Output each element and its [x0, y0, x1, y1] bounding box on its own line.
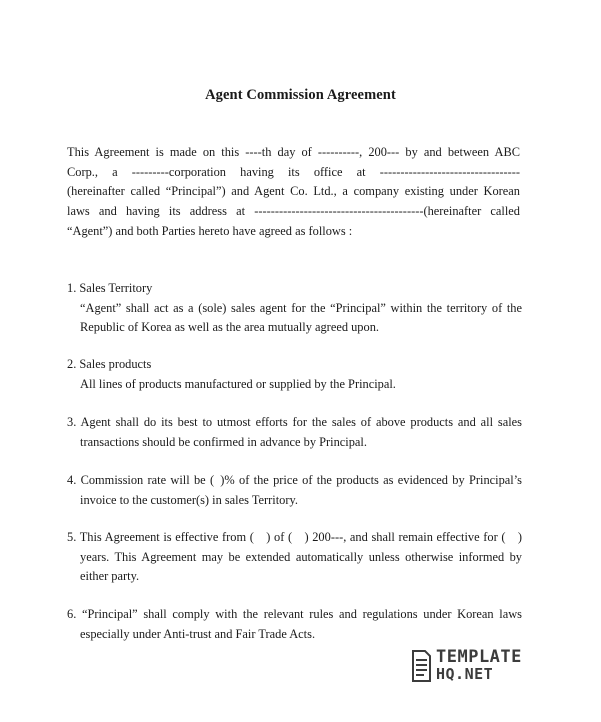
- clause-first-line: 5. This Agreement is effective from ( ) of ( ) 200---, and shall remain effective for ( ): [67, 530, 522, 544]
- clause-sales-products: [67, 355, 522, 394]
- clause-effective-period: [67, 528, 522, 587]
- clause-line: transactions should be confirmed in advance by Principal.: [80, 434, 367, 449]
- clause-line: invoice to the customer(s) in sales Territory.: [80, 492, 298, 507]
- clause-line: Republic of Korea as well as the area mutually agreed upon.: [80, 320, 379, 335]
- intro-line: “Agent”) and both Parties hereto have agreed as follows :: [67, 223, 353, 238]
- intro-line: Corp., a ---------corporation having its office at ----------------------------------: [67, 164, 520, 179]
- intro-line: This Agreement is made on this ----th day of ----------, 200--- by and between ABC: [67, 145, 520, 159]
- clause-first-line: 4. Commission rate will be ( )% of the price of the products as evidenced by Principal’s: [67, 473, 522, 487]
- document-title: Agent Commission Agreement: [205, 87, 396, 103]
- logo-text-hqnet: HQ.NET: [436, 665, 494, 683]
- logo-text-template: TEMPLATE: [436, 647, 522, 667]
- templatehq-logo: [412, 648, 532, 688]
- intro-line: (hereinafter called “Principal”) and Agent Co. Ltd., a company existing under Korean: [67, 184, 520, 199]
- clause-heading: 2. Sales products: [67, 357, 152, 371]
- clause-line: years. This Agreement may be extended automatically unless otherwise informed by: [80, 549, 522, 564]
- clause-line: “Agent” shall act as a (sole) sales agent for the “Principal” within the territory of the: [80, 300, 522, 315]
- clause-compliance: [67, 605, 522, 644]
- clause-line: either party.: [80, 569, 140, 584]
- clause-commission-rate: [67, 471, 522, 510]
- document-icon: [412, 650, 431, 682]
- intro-paragraph: [67, 143, 520, 242]
- clause-line: especially under Anti-trust and Fair Trade Acts.: [80, 626, 316, 641]
- intro-line: laws and having its address at -----------------------------------------(hereinafter called: [67, 204, 520, 219]
- clause-sales-territory: [67, 279, 522, 338]
- clause-heading: 1. Sales Territory: [67, 281, 153, 295]
- clause-agent-efforts: [67, 413, 522, 452]
- clause-first-line: 6. “Principal” shall comply with the relevant rules and regulations under Korean laws: [67, 607, 522, 621]
- clause-first-line: 3. Agent shall do its best to utmost efforts for the sales of above products and all sales: [67, 415, 522, 429]
- clause-line: All lines of products manufactured or supplied by the Principal.: [80, 376, 396, 391]
